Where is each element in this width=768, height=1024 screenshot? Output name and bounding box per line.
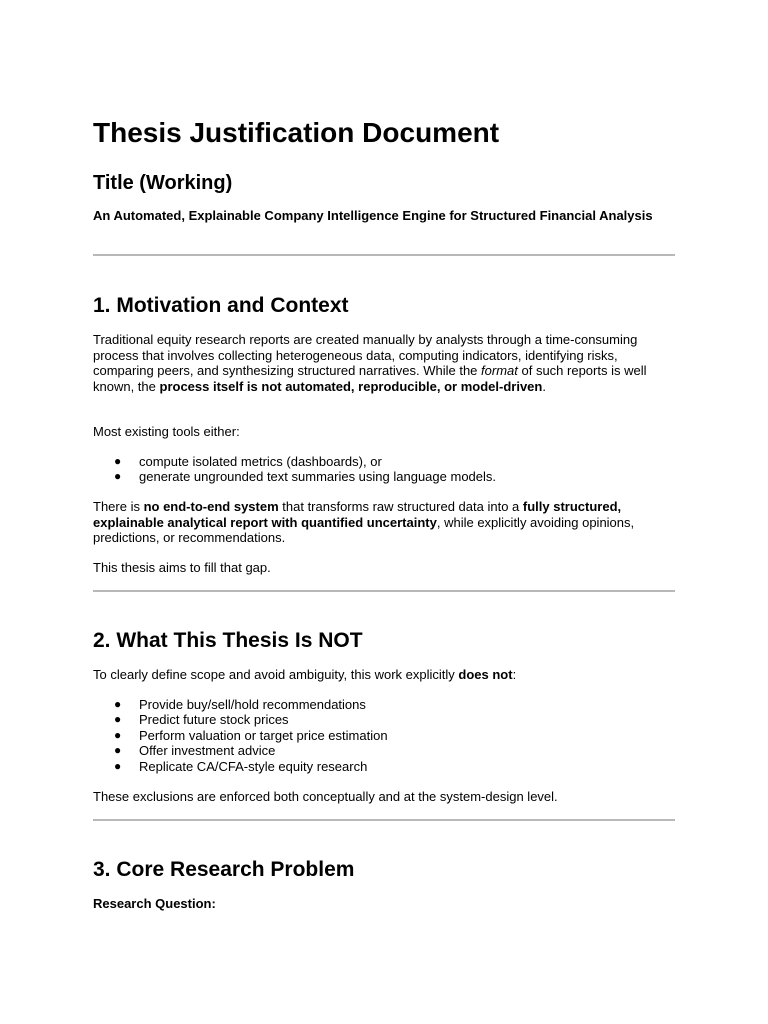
bullet-glyph: ● [114, 469, 122, 484]
section-1-paragraph-4: This thesis aims to fill that gap. [93, 560, 271, 575]
section-2-bullet-list [93, 697, 388, 774]
section-divider [93, 254, 675, 256]
list-item: ● Offer investment advice [114, 743, 276, 759]
working-title-heading: Title (Working) [93, 172, 233, 194]
section-2-heading: 2. What This Thesis Is NOT [93, 629, 363, 652]
list-item: ● Perform valuation or target price estimation [114, 727, 388, 743]
section-2-paragraph-1: To clearly define scope and avoid ambiguity, this work explicitly does not: [93, 667, 517, 682]
list-item: ● compute isolated metrics (dashboards), or [114, 454, 382, 469]
section-2-paragraph-2: These exclusions are enforced both conceptually and at the system-design level. [93, 789, 558, 804]
section-divider [93, 590, 675, 592]
list-item: ● Provide buy/sell/hold recommendations [114, 697, 366, 712]
working-title-text: An Automated, Explainable Company Intelligence Engine for Structured Financial Analysis [93, 208, 653, 223]
document-title: Thesis Justification Document [93, 117, 500, 148]
section-3-heading: 3. Core Research Problem [93, 858, 355, 881]
section-1-paragraph-2: Most existing tools either: [93, 424, 240, 439]
bullet-glyph: ● [114, 712, 122, 727]
research-question-label: Research Question: [93, 896, 216, 911]
section-1-heading: 1. Motivation and Context [93, 294, 349, 317]
bullet-glyph: ● [114, 697, 122, 711]
list-item: ● Predict future stock prices [114, 712, 289, 728]
bullet-glyph: ● [114, 454, 122, 468]
list-item: ● Replicate CA/CFA-style equity research [114, 758, 368, 774]
section-1-bullet-list [93, 454, 496, 485]
section-divider [93, 819, 675, 821]
section-1-paragraph-1: Traditional equity research reports are created manually by analysts through a time-consuming process that involves collecting heterogeneous data, computing indicators, identifying risks, comparing peers, and synthesizing structured narratives. While the format of such reports is well known, the process itself is not automated, reproducible, or model-driven. [93, 332, 647, 394]
bullet-glyph: ● [114, 758, 122, 773]
list-item: ● generate ungrounded text summaries using language models. [114, 469, 497, 485]
bullet-glyph: ● [114, 743, 122, 758]
bullet-glyph: ● [114, 727, 122, 742]
section-1-paragraph-3: There is no end-to-end system that transforms raw structured data into a fully structured, explainable analytical report with quantified uncertainty, while explicitly avoiding opinions, predictions, or recommendations. [93, 499, 635, 545]
